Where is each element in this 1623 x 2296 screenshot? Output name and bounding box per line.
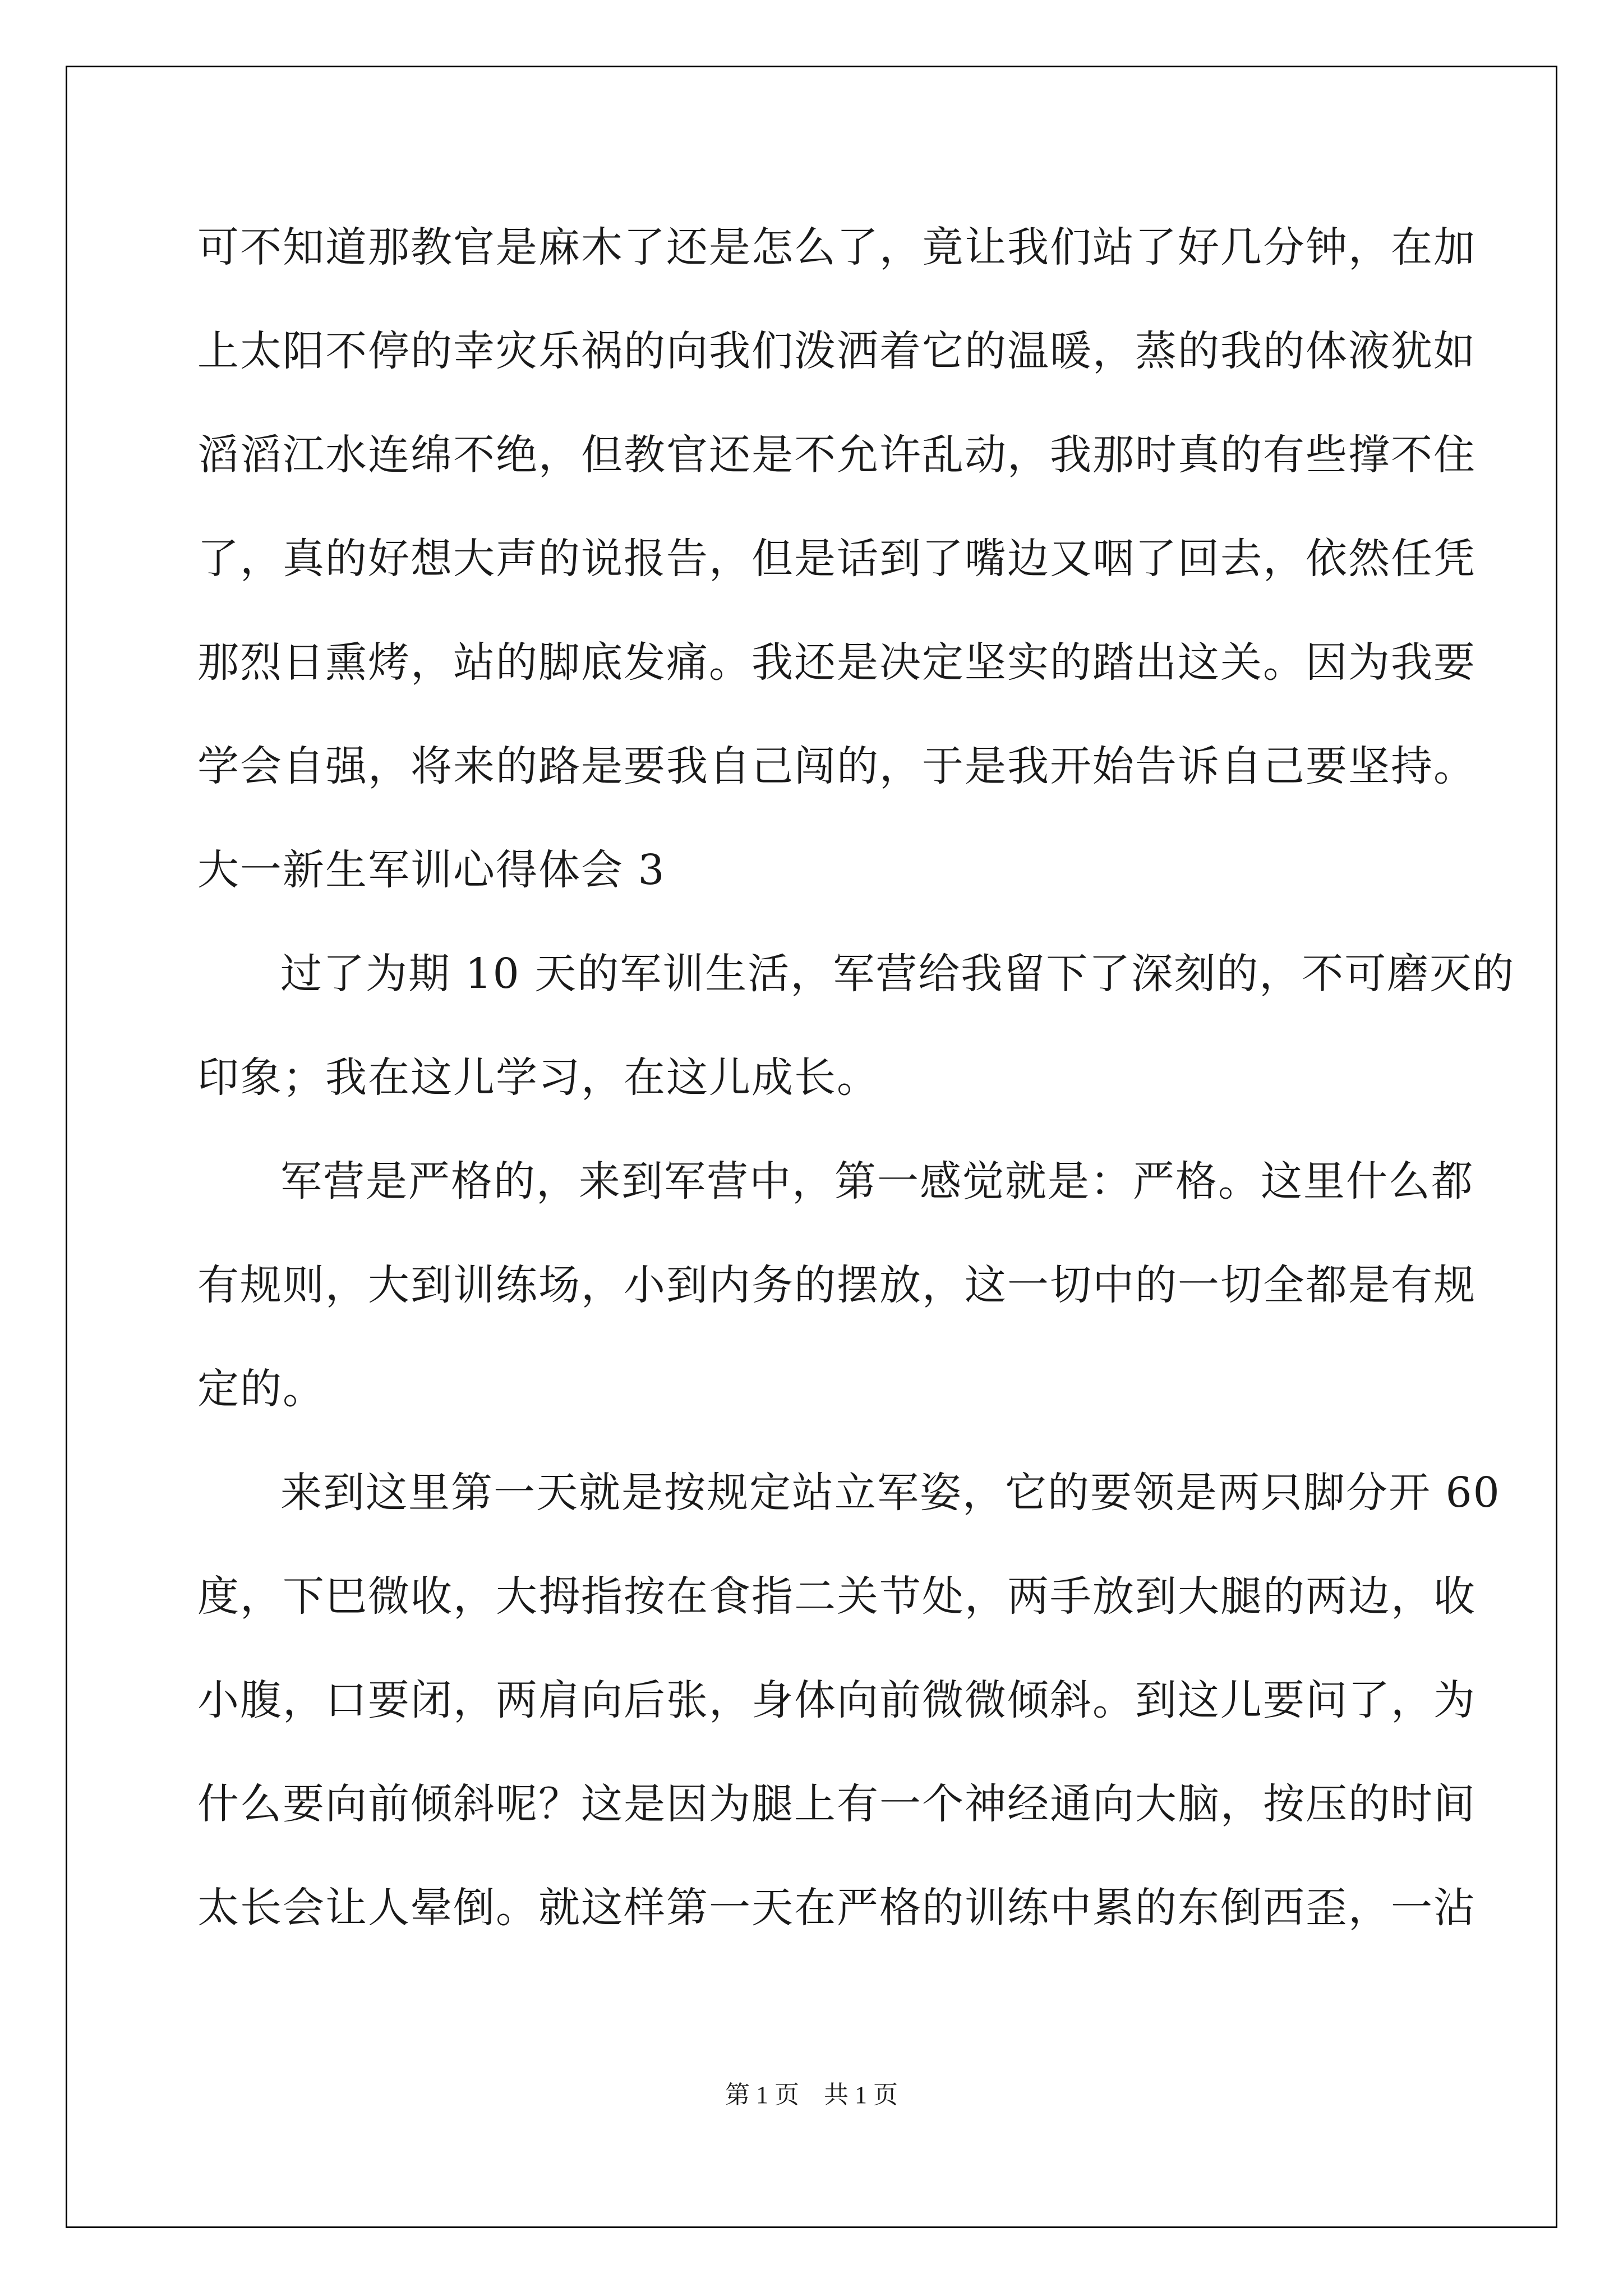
text-line: 可不知道那教官是麻木了还是怎么了，竟让我们站了好几分钟，在加 — [197, 223, 1476, 272]
text-line: 印象；我在这儿学习，在这儿成长。 — [197, 1053, 879, 1102]
text-line: 滔滔江水连绵不绝，但教官还是不允许乱动，我那时真的有些撑不住 — [197, 431, 1476, 479]
page-number: 第 1 页 — [725, 2081, 799, 2109]
text-line: 上太阳不停的幸灾乐祸的向我们泼洒着它的温暖，蒸的我的体液犹如 — [197, 327, 1476, 375]
text-line: 度，下巴微收，大拇指按在食指二关节处，两手放到大腿的两边，收 — [197, 1572, 1476, 1621]
text-line: 有规则，大到训练场，小到内务的摆放，这一切中的一切全都是有规 — [197, 1261, 1476, 1309]
text-line: 来到这里第一天就是按规定站立军姿，它的要领是两只脚分开 60 — [280, 1469, 1501, 1517]
text-line: 那烈日熏烤，站的脚底发痛。我还是决定坚实的踏出这关。因为我要 — [197, 638, 1476, 687]
section-heading: 大一新生军训心得体会 3 — [197, 846, 666, 894]
text-line: 了，真的好想大声的说报告，但是话到了嘴边又咽了回去，依然任凭 — [197, 535, 1476, 583]
text-line: 小腹，口要闭，两肩向后张，身体向前微微倾斜。到这儿要问了，为 — [197, 1676, 1476, 1724]
page-total: 共 1 页 — [824, 2081, 898, 2109]
page-footer — [0, 2078, 1623, 2112]
text-line: 太长会让人晕倒。就这样第一天在严格的训练中累的东倒西歪，一沾 — [197, 1884, 1476, 1932]
text-line: 定的。 — [197, 1365, 325, 1413]
text-line: 什么要向前倾斜呢？这是因为腿上有一个神经通向大脑，按压的时间 — [197, 1780, 1476, 1828]
text-line: 军营是严格的，来到军营中，第一感觉就是：严格。这里什么都 — [280, 1157, 1474, 1205]
text-line: 过了为期 10 天的军训生活，军营给我留下了深刻的，不可磨灭的 — [280, 950, 1515, 998]
text-line: 学会自强，将来的路是要我自己闯的，于是我开始告诉自己要坚持。 — [197, 742, 1476, 790]
